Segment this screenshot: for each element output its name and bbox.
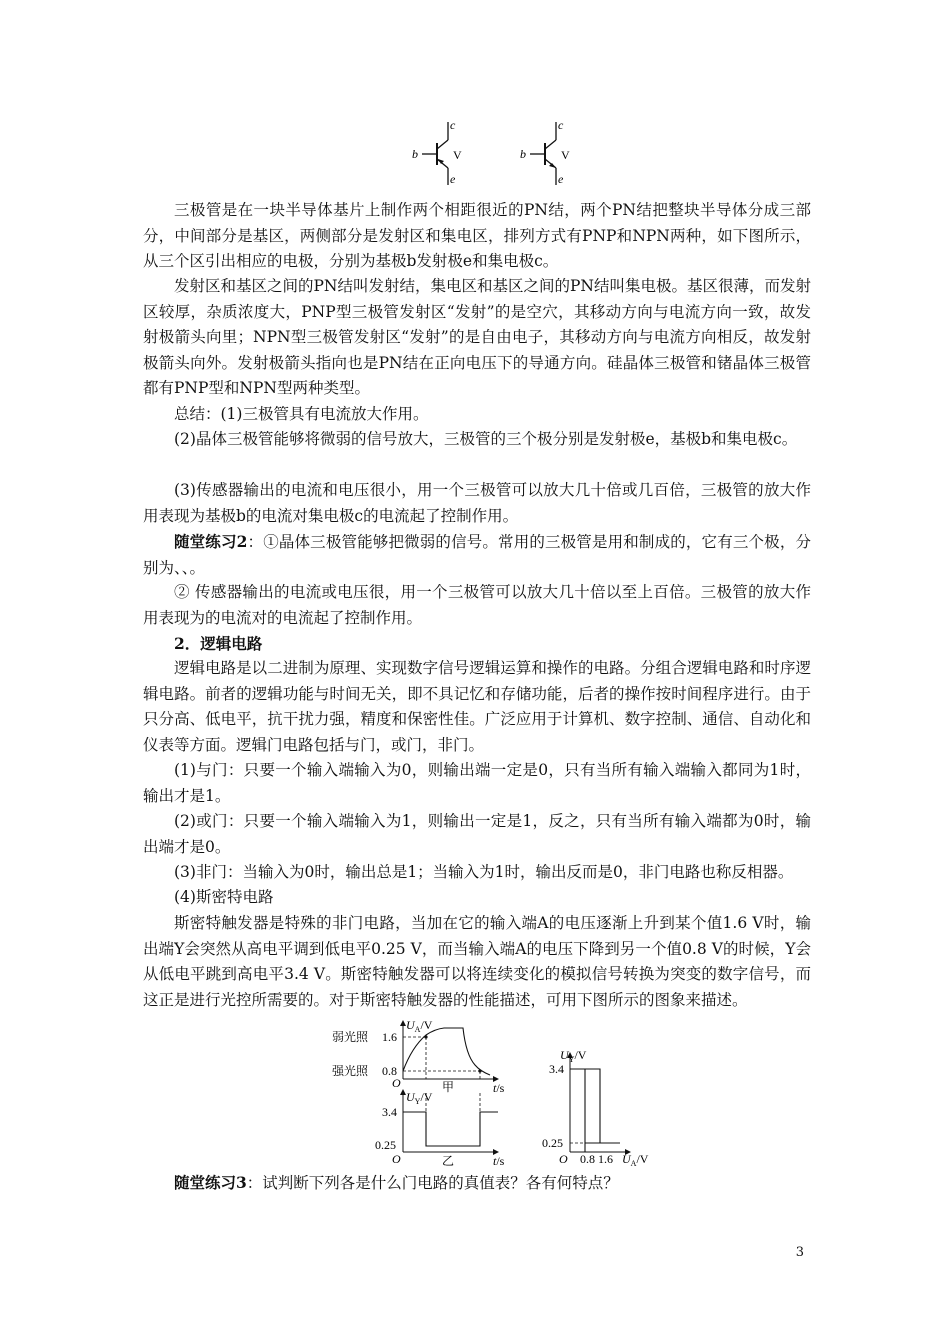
paragraph-emitter-junction: 发射区和基区之间的PN结叫发射结，集电区和基区之间的PN结叫集电极。基区很薄，而发射区较厚，杂质浓度大，PNP型三极管发射区“发射”的是空穴，其移动方向与电流方向一致，故发射极箭头向里；NPN型三极管发射区“发射”的是自由电子，其移动方向与电流方向相反，故发射极箭头向外。发射极箭头指向也是PN结在正向电压下的导通方向。硅晶体三极管和锗晶体三极管都有PNP型和NPN型两种类型。 bbox=[143, 277, 811, 397]
label-v: V bbox=[561, 148, 570, 162]
top-ylabel: U bbox=[406, 1018, 415, 1032]
tick-0.25: 0.25 bbox=[375, 1138, 396, 1152]
transistor-symbol-left bbox=[412, 118, 462, 186]
right-x-ticks: 0.8 1.6 bbox=[580, 1152, 613, 1166]
t-axis-label: t bbox=[493, 1081, 497, 1095]
label-e: e bbox=[558, 172, 564, 186]
paragraph-or-gate: (2)或门：只要一个输入端输入为1，则输出一定是1，反之，只有当所有输入端都为0时，输出端才是0。 bbox=[143, 812, 811, 856]
hyst-ylabel: U bbox=[560, 1048, 569, 1062]
section-heading-logic: 2．逻辑电路 bbox=[174, 634, 263, 653]
label-v: V bbox=[453, 148, 462, 162]
t-axis-unit: /s bbox=[496, 1154, 505, 1168]
top-ylabel-unit: /V bbox=[420, 1018, 433, 1032]
t-axis-unit: /s bbox=[496, 1081, 505, 1095]
tick-3.4: 3.4 bbox=[382, 1105, 397, 1119]
hyst-ylabel-sub: Y bbox=[568, 1055, 575, 1064]
svg-text:t/s bbox=[493, 1081, 505, 1095]
paragraph-schmitt: 斯密特触发器是特殊的非门电路，当加在它的输入端A的电压逐渐上升到某个值1.6 V时，输出端Y会突然从高电平调到低电平0.25 V，而当输入端A的电压下降到另一个值0.8 V的时候，Y会从低电平跳到高电平3.4 V。斯密特触发器可以将连续变化的模拟信号转换为突变的数字信号，而这正是进行光控所需要的。对于斯密特触发器的性能描述，可用下图所示的图象来描述。 bbox=[143, 914, 811, 1009]
chart-yi bbox=[375, 1090, 505, 1168]
right-x-unit: /V bbox=[636, 1152, 649, 1166]
exercise-3-text: ：试判断下列各是什么门电路的真值表？各有何特点？ bbox=[246, 1174, 619, 1192]
exercise-3-label: 随堂练习3 bbox=[174, 1173, 247, 1192]
strong-light-label: 强光照 bbox=[332, 1064, 369, 1078]
svg-text:t/s bbox=[493, 1154, 505, 1168]
y-ylabel-sub: Y bbox=[414, 1097, 421, 1106]
svg-text:UY/V bbox=[560, 1048, 587, 1064]
exercise-2-text: ：①晶体三极管能够把微弱的信号。常用的三极管是用和制成的，它有三个极，分别为、、。 bbox=[143, 533, 811, 577]
paragraph-logic-intro: 逻辑电路是以二进制为原理、实现数字信号逻辑运算和操作的电路。分组合逻辑电路和时序逻辑电路。前者的逻辑功能与时间无关，即不具记忆和存储功能，后者的操作按时间程序进行。由于只分高、低电平，抗干扰力强，精度和保密性佳。广泛应用于计算机、数字控制、通信、自动化和仪表等方面。逻辑门电路包括与门，或门，非门。 bbox=[143, 659, 811, 754]
tick-0.25: 0.25 bbox=[542, 1136, 563, 1150]
hyst-ylabel-unit: /V bbox=[574, 1048, 587, 1062]
chart-yi-label: 乙 bbox=[442, 1154, 455, 1168]
label-c: c bbox=[558, 118, 564, 132]
t-axis-label: t bbox=[493, 1154, 497, 1168]
paragraph-not-gate: (3)非门：当输入为0时，输出总是1；当输入为1时，输出反而是0，非门电路也称反相器。 bbox=[174, 863, 794, 881]
svg-text:UA/V bbox=[406, 1018, 433, 1034]
transistor-symbols bbox=[400, 112, 600, 192]
origin-label: O bbox=[392, 1152, 401, 1166]
chart-jia bbox=[332, 1018, 505, 1095]
paragraph-summary-3: (3)传感器输出的电流和电压很小，用一个三极管可以放大几十倍或几百倍，三极管的放大作用表现为基极b的电流对集电极c的电流起了控制作用。 bbox=[143, 481, 811, 525]
svg-text:UY/V bbox=[406, 1090, 433, 1106]
origin-label: O bbox=[559, 1152, 568, 1166]
label-b: b bbox=[412, 147, 418, 161]
paragraph-summary-2: (2)晶体三极管能够将微弱的信号放大，三极管的三个极分别是发射极e，基极b和集电极c。 bbox=[174, 430, 798, 448]
label-e: e bbox=[450, 172, 456, 186]
y-ylabel-unit: /V bbox=[420, 1090, 433, 1104]
transistor-symbol-right bbox=[520, 118, 570, 186]
right-x-label: U bbox=[622, 1152, 631, 1166]
tick-0.8: 0.8 bbox=[382, 1064, 397, 1078]
y-ylabel: U bbox=[406, 1090, 415, 1104]
paragraph-schmitt-heading: (4)斯密特电路 bbox=[174, 888, 274, 906]
paragraph-and-gate: (1)与门：只要一个输入端输入为0，则输出端一定是0，只有当所有输入端输入都同为1时，输出才是1。 bbox=[143, 761, 811, 805]
paragraph-exercise-2b: ② 传感器输出的电流或电压很，用一个三极管可以放大几十倍以至上百倍。三极管的放大作用表现为的电流对的电流起了控制作用。 bbox=[143, 583, 811, 627]
paragraph-exercise-2 bbox=[143, 529, 811, 581]
right-x-label-sub: A bbox=[630, 1159, 637, 1168]
paragraph-exercise-3 bbox=[143, 1170, 811, 1197]
label-b: b bbox=[520, 147, 526, 161]
schmitt-trigger-figure bbox=[330, 1015, 670, 1170]
chart-hysteresis bbox=[542, 1048, 649, 1168]
exercise-2-label: 随堂练习2 bbox=[174, 532, 248, 551]
origin-label: O bbox=[392, 1076, 401, 1090]
svg-text:UA/V bbox=[622, 1152, 649, 1168]
paragraph-summary-1: 总结：(1)三极管具有电流放大作用。 bbox=[174, 405, 429, 423]
chart-jia-label: 甲 bbox=[442, 1080, 455, 1094]
tick-3.4: 3.4 bbox=[549, 1062, 564, 1076]
weak-light-label: 弱光照 bbox=[332, 1030, 369, 1044]
page-number: 3 bbox=[795, 1245, 804, 1260]
label-c: c bbox=[450, 118, 456, 132]
tick-1.6: 1.6 bbox=[382, 1030, 397, 1044]
top-ylabel-sub: A bbox=[414, 1025, 421, 1034]
paragraph-transistor-intro: 三极管是在一块半导体基片上制作两个相距很近的PN结，两个PN结把整块半导体分成三部分，中间部分是基区，两侧部分是发射区和集电区，排列方式有PNP和NPN两种，如下图所示，从三个区引出相应的电极，分别为基极b发射极e和集电极c。 bbox=[143, 201, 811, 270]
